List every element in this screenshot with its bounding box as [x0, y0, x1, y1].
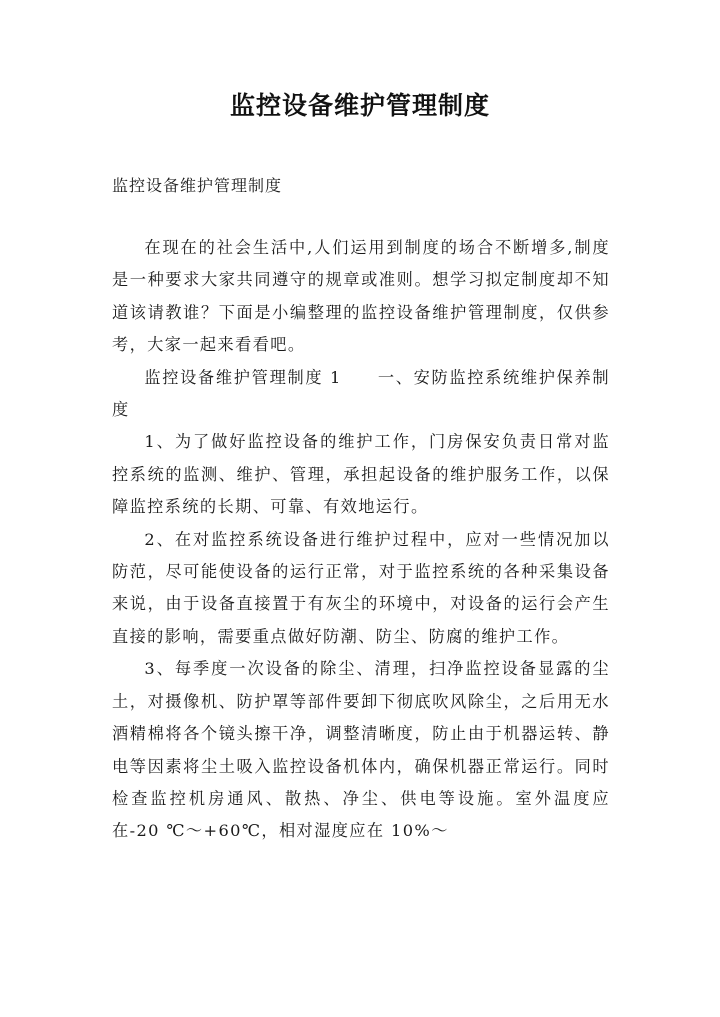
document-subtitle: 监控设备维护管理制度 — [112, 176, 283, 195]
clause-3-paragraph: 3、每季度一次设备的除尘、清理，扫净监控设备显露的尘土，对摄像机、防护罩等部件要卸下彻底吹风除尘，之后用无水酒精棉将各个镜头擦干净，调整清晰度，防止由于机器运转、静电等因素将尘土吸入监控设备机体内，确保机器正常运行。同时检查监控机房通风、散热、净尘、供电等设施。室外温度应在-20 ℃～+60℃，相对湿度应在 10%～ — [112, 659, 610, 841]
clause-1-paragraph: 1、为了做好监控设备的维护工作，门房保安负责日常对监控系统的监测、维护、管理，承担起设备的维护服务工作，以保障监控系统的长期、可靠、有效地运行。 — [112, 432, 610, 517]
intro-paragraph: 在现在的社会生活中,人们运用到制度的场合不断增多,制度是一种要求大家共同遵守的规章或准则。想学习拟定制度却不知道该请教谁？下面是小编整理的监控设备维护管理制度，仅供参考，大家一起来看看吧。 — [112, 238, 610, 355]
section-heading-paragraph: 监控设备维护管理制度 1 一、安防监控系统维护保养制度 — [112, 367, 610, 420]
document-body — [112, 232, 610, 848]
clause-2-paragraph: 2、在对监控系统设备进行维护过程中，应对一些情况加以防范，尽可能使设备的运行正常，对于监控系统的各种采集设备来说，由于设备直接置于有灰尘的环境中，对设备的运行会产生直接的影响，需要重点做好防潮、防尘、防腐的维护工作。 — [112, 529, 610, 646]
page-title: 监控设备维护管理制度 — [229, 91, 490, 120]
